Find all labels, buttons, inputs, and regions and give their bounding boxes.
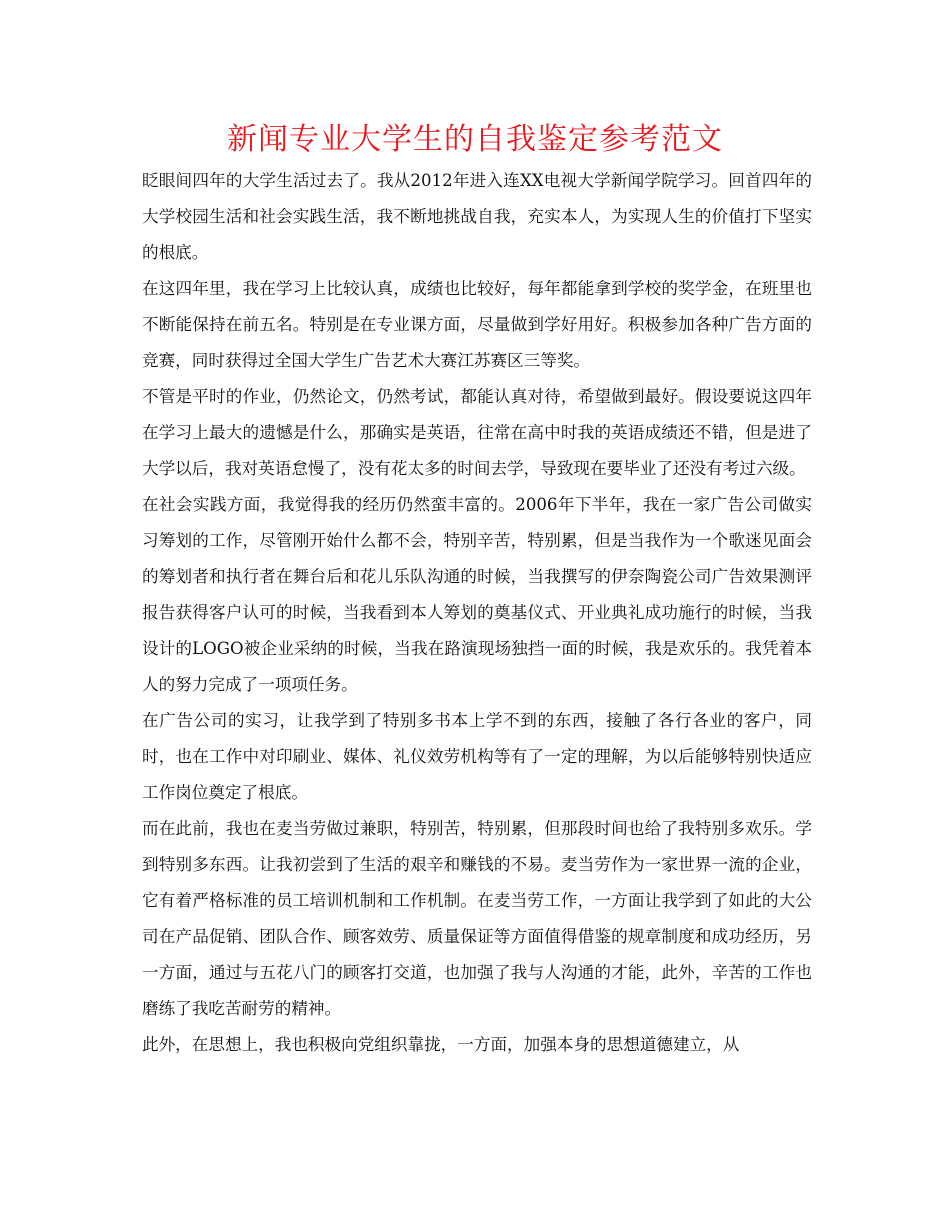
document-title: 新闻专业大学生的自我鉴定参考范文 — [227, 122, 723, 157]
paragraph: 在这四年里，我在学习上比较认真，成绩也比较好，每年都能拿到学校的奖学金，在班里也不断能保持在前五名。特别是在专业课方面，尽量做到学好用好。积极参加各种广告方面的竞赛，同时获得过全国大学生广告艺术大赛江苏赛区三等奖。 — [142, 279, 812, 370]
paragraph: 此外，在思想上，我也积极向党组织靠拢，一方面，加强本身的思想道德建立，从 — [142, 1035, 740, 1054]
paragraph: 眨眼间四年的大学生活过去了。我从2012年进入连XX电视大学新闻学院学习。回首四年的大学校园生活和社会实践生活，我不断地挑战自我，充实本人，为实现人生的价值打下坚实的根底。 — [142, 171, 812, 262]
paragraph: 在社会实践方面，我觉得我的经历仍然蛮丰富的。2006年下半年，我在一家广告公司做实习筹划的工作，尽管刚开始什么都不会，特别辛苦，特别累，但是当我作为一个歌迷见面会的筹划者和执行者在舞台后和花儿乐队沟通的时候，当我撰写的伊奈陶瓷公司广告效果测评报告获得客户认可的时候，当我看到本人筹划的奠基仪式、开业典礼成功施行的时候，当我设计的LOGO被企业采纳的时候，当我在路演现场独挡一面的时候，我是欢乐的。我凭着本人的努力完成了一项项任务。 — [142, 495, 812, 694]
document-body — [142, 163, 812, 1063]
paragraph: 而在此前，我也在麦当劳做过兼职，特别苦，特别累，但那段时间也给了我特别多欢乐。学到特别多东西。让我初尝到了生活的艰辛和赚钱的不易。麦当劳作为一家世界一流的企业，它有着严格标准的员工培训机制和工作机制。在麦当劳工作，一方面让我学到了如此的大公司在产品促销、团队合作、顾客效劳、质量保证等方面值得借鉴的规章制度和成功经历，另一方面，通过与五花八门的顾客打交道，也加强了我与人沟通的才能，此外，辛苦的工作也磨练了我吃苦耐劳的精神。 — [142, 819, 812, 1018]
paragraph: 不管是平时的作业，仍然论文，仍然考试，都能认真对待，希望做到最好。假设要说这四年在学习上最大的遗憾是什么，那确实是英语，往常在高中时我的英语成绩还不错，但是进了大学以后，我对英语怠慢了，没有花太多的时间去学，导致现在要毕业了还没有考过六级。 — [142, 387, 812, 478]
paragraph: 在广告公司的实习，让我学到了特别多书本上学不到的东西，接触了各行各业的客户，同时，也在工作中对印刷业、媒体、礼仪效劳机构等有了一定的理解，为以后能够特别快适应工作岗位奠定了根底。 — [142, 711, 812, 802]
